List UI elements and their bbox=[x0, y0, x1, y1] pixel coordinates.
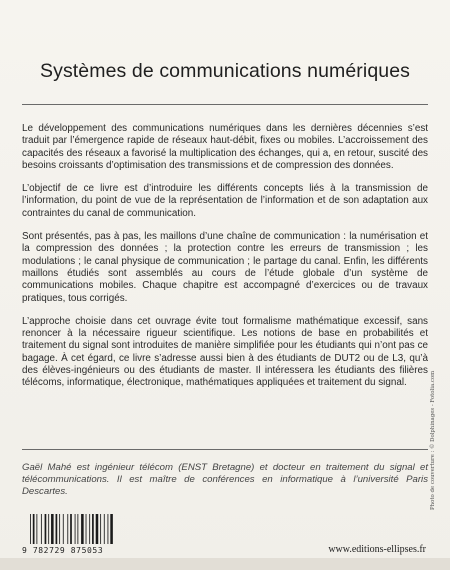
paragraph-2: L’objectif de ce livre est d’introduire les différents concepts liés à la transmission de l’information, du point de vue de la représentation de l’information et de son adaptation aux contraintes du canal de communication. bbox=[22, 183, 428, 219]
photo-credit: Photo de couverture : © Dolphinages - Fotolia.com bbox=[430, 370, 436, 510]
barcode-icon bbox=[30, 514, 114, 544]
barcode-digits: 9 782729 875053 bbox=[22, 546, 104, 555]
bottom-edge bbox=[0, 558, 450, 570]
paragraph-4: L’approche choisie dans cet ouvrage évite tout formalisme mathématique excessif, sans renoncer à la nécessaire rigueur scientifique. Les notions de base en probabilités et traitement du signal sont introduites de manière simplifiée pour les étudiants qui n’ont pas ce bagage. À cet égard, ce livre s’adresse aussi bien à des étudiants de DUT2 ou de L3, qu’à des élèves-ingénieurs ou des étudiants de master. Il intéressera les étudiants des filières télécoms, informatique, électronique, mathématiques appliquées et traitement du signal. bbox=[22, 315, 428, 389]
paragraph-3: Sont présentés, pas à pas, les maillons d’une chaîne de communication : la numérisation et la compression des données ; la protection contre les erreurs de transmission ; les modulations ; le canal physique de communication ; le partage du canal. Enfin, les différents maillons étudiés sont assemblés au cours de l’étude globale d’un système de communications mobiles. Chaque chapitre est accompagné d’exercices ou de travaux pratiques, tous corrigés. bbox=[22, 231, 428, 304]
bottom-divider bbox=[22, 449, 428, 450]
top-divider bbox=[22, 104, 428, 105]
description bbox=[22, 123, 428, 401]
author-bio: Gaël Mahé est ingénieur télécom (ENST Bretagne) et docteur en traitement du signal et télécommunications. Il est maître de conférences en informatique à l’université Paris Descartes. bbox=[22, 462, 428, 498]
book-title: Systèmes de communications numériques bbox=[39, 60, 411, 82]
paragraph-1: Le développement des communications numériques dans les dernières décennies s’est traduit par l’émergence rapide de réseaux haut-débit, fixes ou mobiles. L’accroissement des capacités des réseaux a favorisé la multiplication des échanges, qui a, en retour, suscité des besoins croissants d’optimisation des transmissions et de compression des données. bbox=[22, 123, 428, 171]
publisher-website: www.editions-ellipses.fr bbox=[328, 544, 426, 555]
